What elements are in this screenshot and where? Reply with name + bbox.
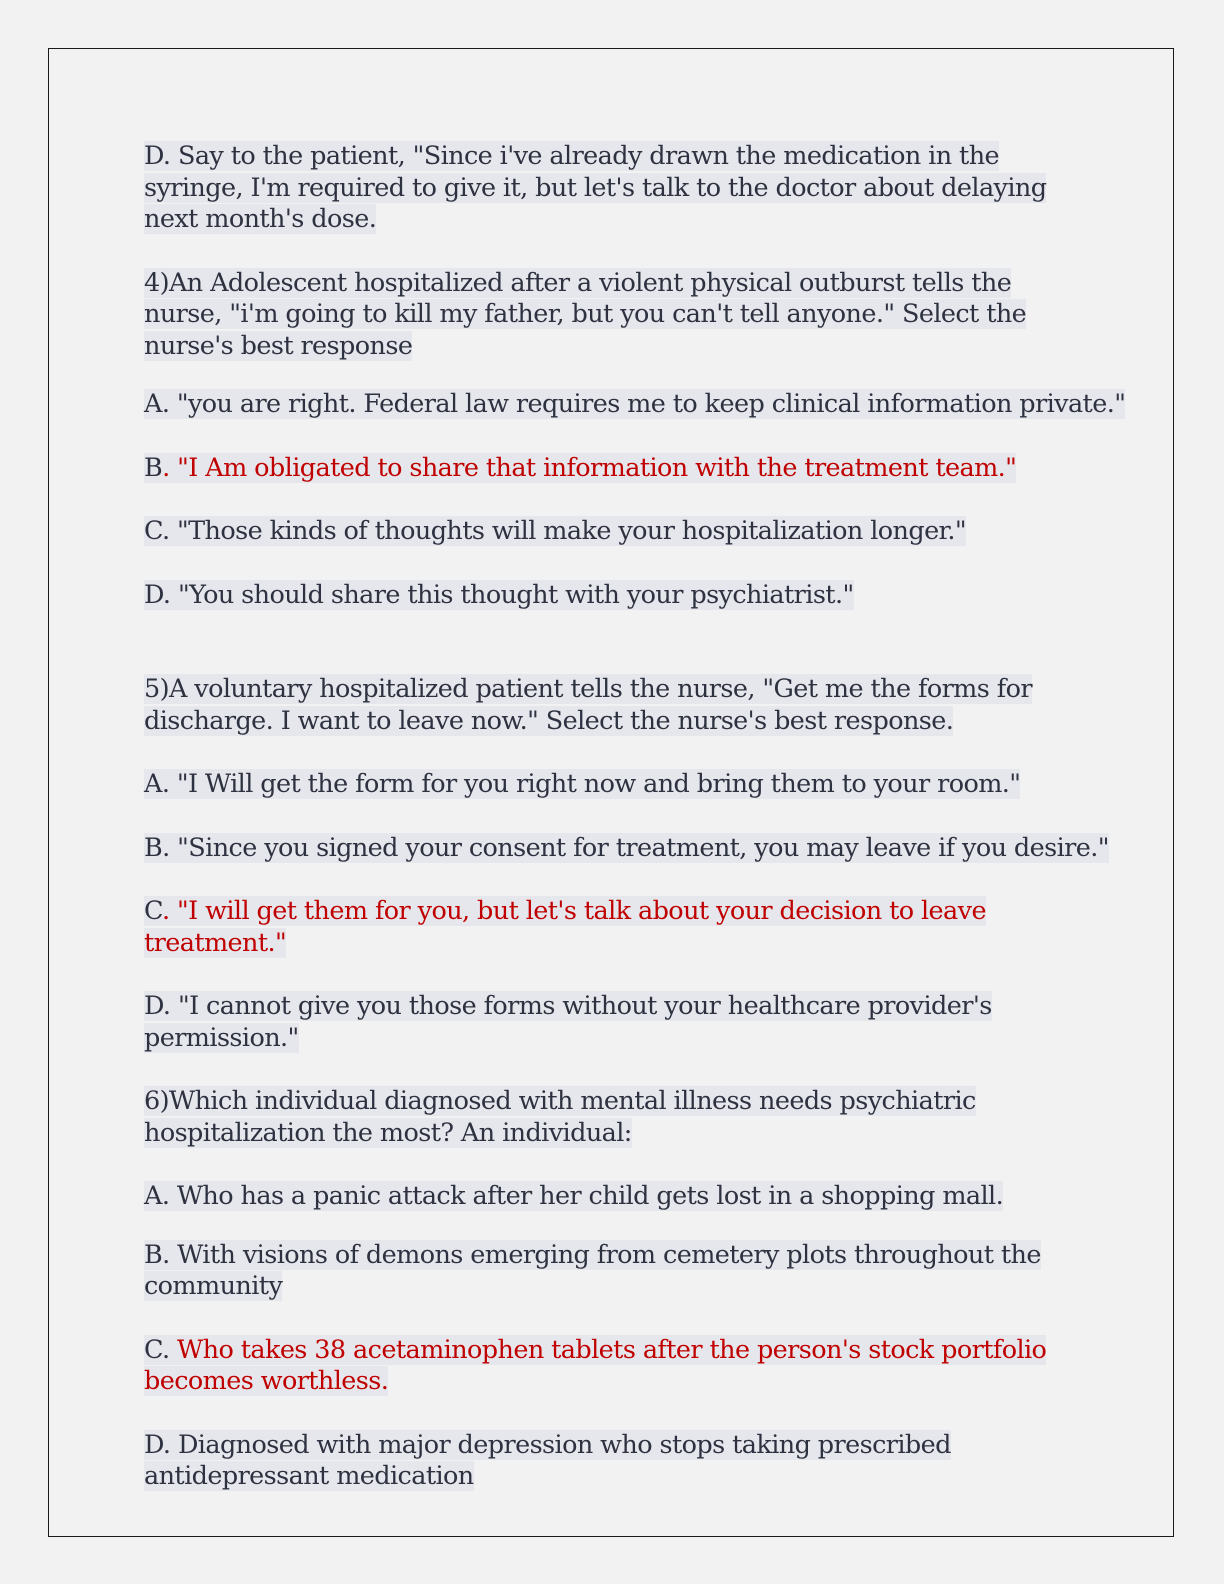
q6-option-b — [144, 1240, 1134, 1303]
q5-option-d-line-2: permission." — [144, 1022, 299, 1053]
q4-option-c — [144, 516, 1134, 548]
q5-option-c-line-2: treatment." — [144, 927, 287, 958]
q6-option-a-text: A. Who has a panic attack after her child gets lost in a shopping mall. — [144, 1181, 1004, 1211]
q5-option-b-text: B. "Since you signed your consent for treatment, you may leave if you desire." — [144, 832, 1109, 863]
q4-question-line-2: nurse, "i'm going to kill my father, but you can't tell anyone." Select the — [144, 299, 1027, 329]
q4-option-b-correct — [144, 453, 1134, 485]
q4-option-d — [144, 580, 1134, 612]
q6-option-c-line-2: becomes worthless. — [144, 1366, 389, 1396]
q6-option-d-line-2: antidepressant medication — [144, 1461, 474, 1491]
q6-option-c-line-1: Who takes 38 acetaminophen tablets after the person's stock portfolio — [169, 1334, 1047, 1365]
q6-option-c-correct — [144, 1335, 1134, 1398]
q4-question — [144, 268, 1134, 363]
q6-option-a — [144, 1181, 1134, 1213]
q6-option-d — [144, 1430, 1134, 1493]
q3-option-d-line-3: next month's dose. — [144, 204, 377, 234]
q5-question-line-2: discharge. I want to leave now." Select the nurse's best response. — [144, 705, 954, 736]
q4-option-c-text: C. "Those kinds of thoughts will make your hospitalization longer." — [144, 516, 966, 546]
q5-option-c-line-1: . "I will get them for you, but let's talk about your decision to leave — [162, 896, 986, 926]
q3-option-d — [144, 141, 1134, 236]
q5-option-d-line-1: D. "I cannot give you those forms without your healthcare provider's — [144, 991, 992, 1021]
q6-question — [144, 1086, 1134, 1149]
q4-option-d-text: D. "You should share this thought with your psychiatrist." — [144, 579, 854, 610]
q4-question-line-1: 4)An Adolescent hospitalized after a violent physical outburst tells the — [144, 267, 1012, 298]
q4-option-a — [144, 389, 1134, 421]
q4-option-b-text: . "I Am obligated to share that information with the treatment team." — [162, 452, 1017, 483]
q3-option-d-line-2: syringe, I'm required to give it, but let's talk to the doctor about delaying — [144, 172, 1047, 203]
q6-question-line-1: 6)Which individual diagnosed with mental illness needs psychiatric — [144, 1086, 976, 1116]
document-content — [144, 141, 1134, 1493]
q6-option-c-letter: C. — [144, 1334, 170, 1365]
q5-option-a — [144, 769, 1134, 801]
q5-option-a-text: A. "I Will get the form for you right now and bring them to your room." — [144, 769, 1021, 799]
q6-option-b-line-2: community — [144, 1271, 283, 1301]
q6-option-b-line-1: B. With visions of demons emerging from cemetery plots throughout the — [144, 1239, 1041, 1270]
q4-question-line-3: nurse's best response — [144, 330, 413, 361]
q5-option-b — [144, 833, 1134, 865]
q5-question-line-1: 5)A voluntary hospitalized patient tells the nurse, "Get me the forms for — [144, 674, 1032, 704]
q5-option-c-letter: C — [144, 896, 163, 926]
q5-option-d — [144, 991, 1134, 1054]
q5-question — [144, 674, 1134, 737]
q4-option-a-text: A. "you are right. Federal law requires me to keep clinical information private." — [144, 389, 1126, 419]
q3-option-d-line-1: D. Say to the patient, "Since i've already drawn the medication in the — [144, 141, 1000, 171]
q5-option-c-correct — [144, 896, 1134, 959]
q6-question-line-2: hospitalization the most? An individual: — [144, 1117, 632, 1148]
q6-option-d-line-1: D. Diagnosed with major depression who stops taking prescribed — [144, 1429, 951, 1460]
q4-option-b-letter: B — [144, 452, 163, 483]
